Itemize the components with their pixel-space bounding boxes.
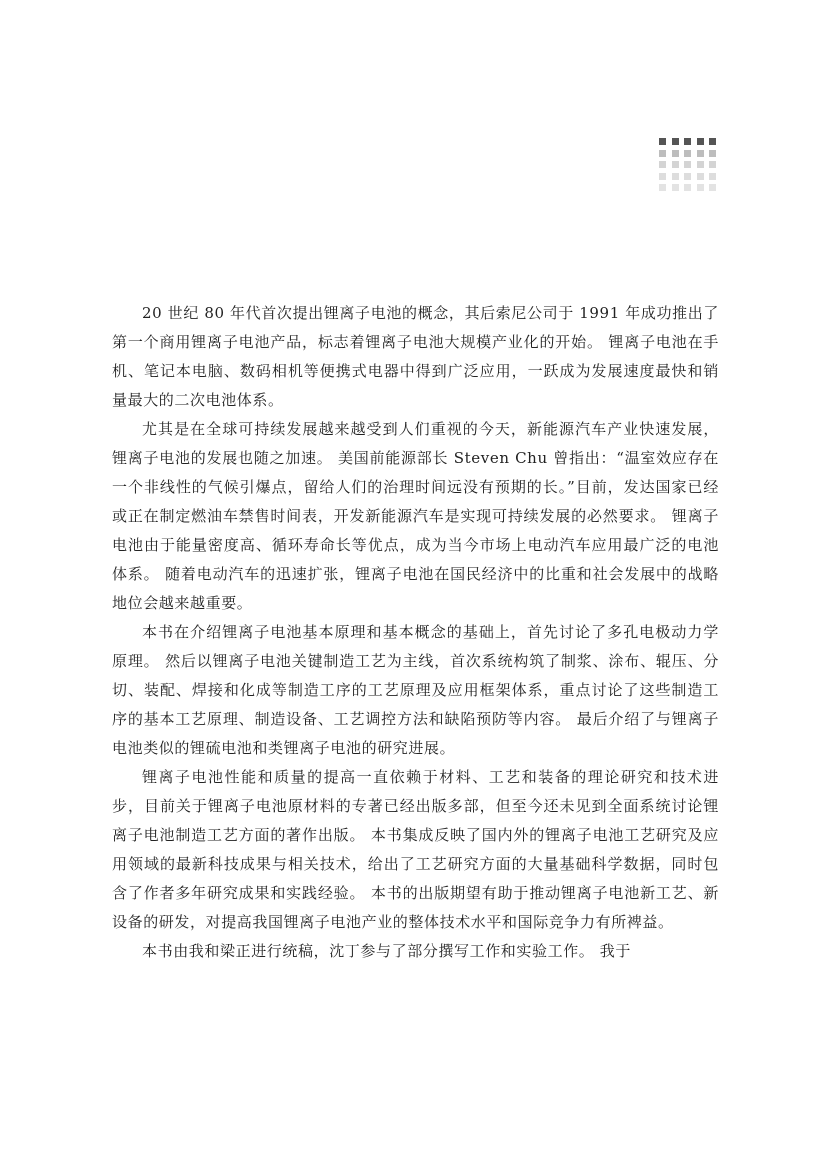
grid-dot bbox=[672, 161, 679, 168]
grid-dot bbox=[697, 161, 704, 168]
grid-dot bbox=[684, 150, 691, 157]
paragraph-3: 本书在介绍锂离子电池基本原理和基本概念的基础上，首先讨论了多孔电极动力学原理。 然后以锂离子电池关键制造工艺为主线，首次系统构筑了制浆、涂布、辊压、分切、装配、焊接和化成等制造工序的工艺原理及应用框架体系，重点讨论了这些制造工序的基本工艺原理、制造设备、工艺调控方法和缺陷预防等内容。 最后介绍了与锂离子电池类似的锂硫电池和类锂离子电池的研究进展。 bbox=[112, 623, 719, 757]
grid-dot bbox=[709, 161, 716, 168]
grid-dot bbox=[697, 173, 704, 180]
grid-dot bbox=[672, 138, 679, 145]
grid-dot bbox=[672, 173, 679, 180]
preface-body bbox=[112, 299, 719, 966]
grid-dot bbox=[709, 138, 716, 145]
grid-dot bbox=[697, 184, 704, 191]
grid-dot bbox=[684, 184, 691, 191]
paragraph-1: 20 世纪 80 年代首次提出锂离子电池的概念，其后索尼公司于 1991 年成功推出了第一个商用锂离子电池产品，标志着锂离子电池大规模产业化的开始。 锂离子电池在手机、笔记本电脑、数码相机等便携式电器中得到广泛应用，一跃成为发展速度最快和销量最大的二次电池体系。 bbox=[112, 304, 719, 409]
grid-dot bbox=[684, 173, 691, 180]
grid-dot bbox=[659, 161, 666, 168]
grid-dot bbox=[659, 184, 666, 191]
grid-dot bbox=[672, 150, 679, 157]
grid-dot bbox=[709, 150, 716, 157]
paragraph-2: 尤其是在全球可持续发展越来越受到人们重视的今天，新能源汽车产业快速发展，锂离子电池的发展也随之加速。 美国前能源部长 Steven Chu 曾指出：“温室效应存在一个非线性的气候引爆点，留给人们的治理时间远没有预期的长。”目前，发达国家已经或正在制定燃油车禁售时间表，开发新能源汽车是实现可持续发展的必然要求。 锂离子电池由于能量密度高、循环寿命长等优点，成为当今市场上电动汽车应用最广泛的电池体系。 随着电动汽车的迅速扩张，锂离子电池在国民经济中的比重和社会发展中的战略地位会越来越重要。 bbox=[112, 420, 719, 612]
grid-dot bbox=[659, 173, 666, 180]
paragraph-4: 锂离子电池性能和质量的提高一直依赖于材料、工艺和装备的理论研究和技术进步，目前关于锂离子电池原材料的专著已经出版多部，但至今还未见到全面系统讨论锂离子电池制造工艺方面的著作出版。 本书集成反映了国内外的锂离子电池工艺研究及应用领域的最新科技成果与相关技术，给出了工艺研究方面的大量基础科学数据，同时包含了作者多年研究成果和实践经验。 本书的出版期望有助于推动锂离子电池新工艺、新设备的研发，对提高我国锂离子电池产业的整体技术水平和国际竞争力有所裨益。 bbox=[112, 768, 719, 931]
grid-dot bbox=[659, 150, 666, 157]
grid-dot bbox=[697, 150, 704, 157]
corner-dot-grid bbox=[659, 138, 719, 192]
grid-dot bbox=[672, 184, 679, 191]
grid-dot bbox=[709, 173, 716, 180]
paragraph-5: 本书由我和梁正进行统稿，沈丁参与了部分撰写工作和实验工作。 我于 bbox=[142, 942, 631, 960]
grid-dot bbox=[697, 138, 704, 145]
grid-dot bbox=[709, 184, 716, 191]
grid-dot bbox=[684, 138, 691, 145]
grid-dot bbox=[684, 161, 691, 168]
grid-dot bbox=[659, 138, 666, 145]
